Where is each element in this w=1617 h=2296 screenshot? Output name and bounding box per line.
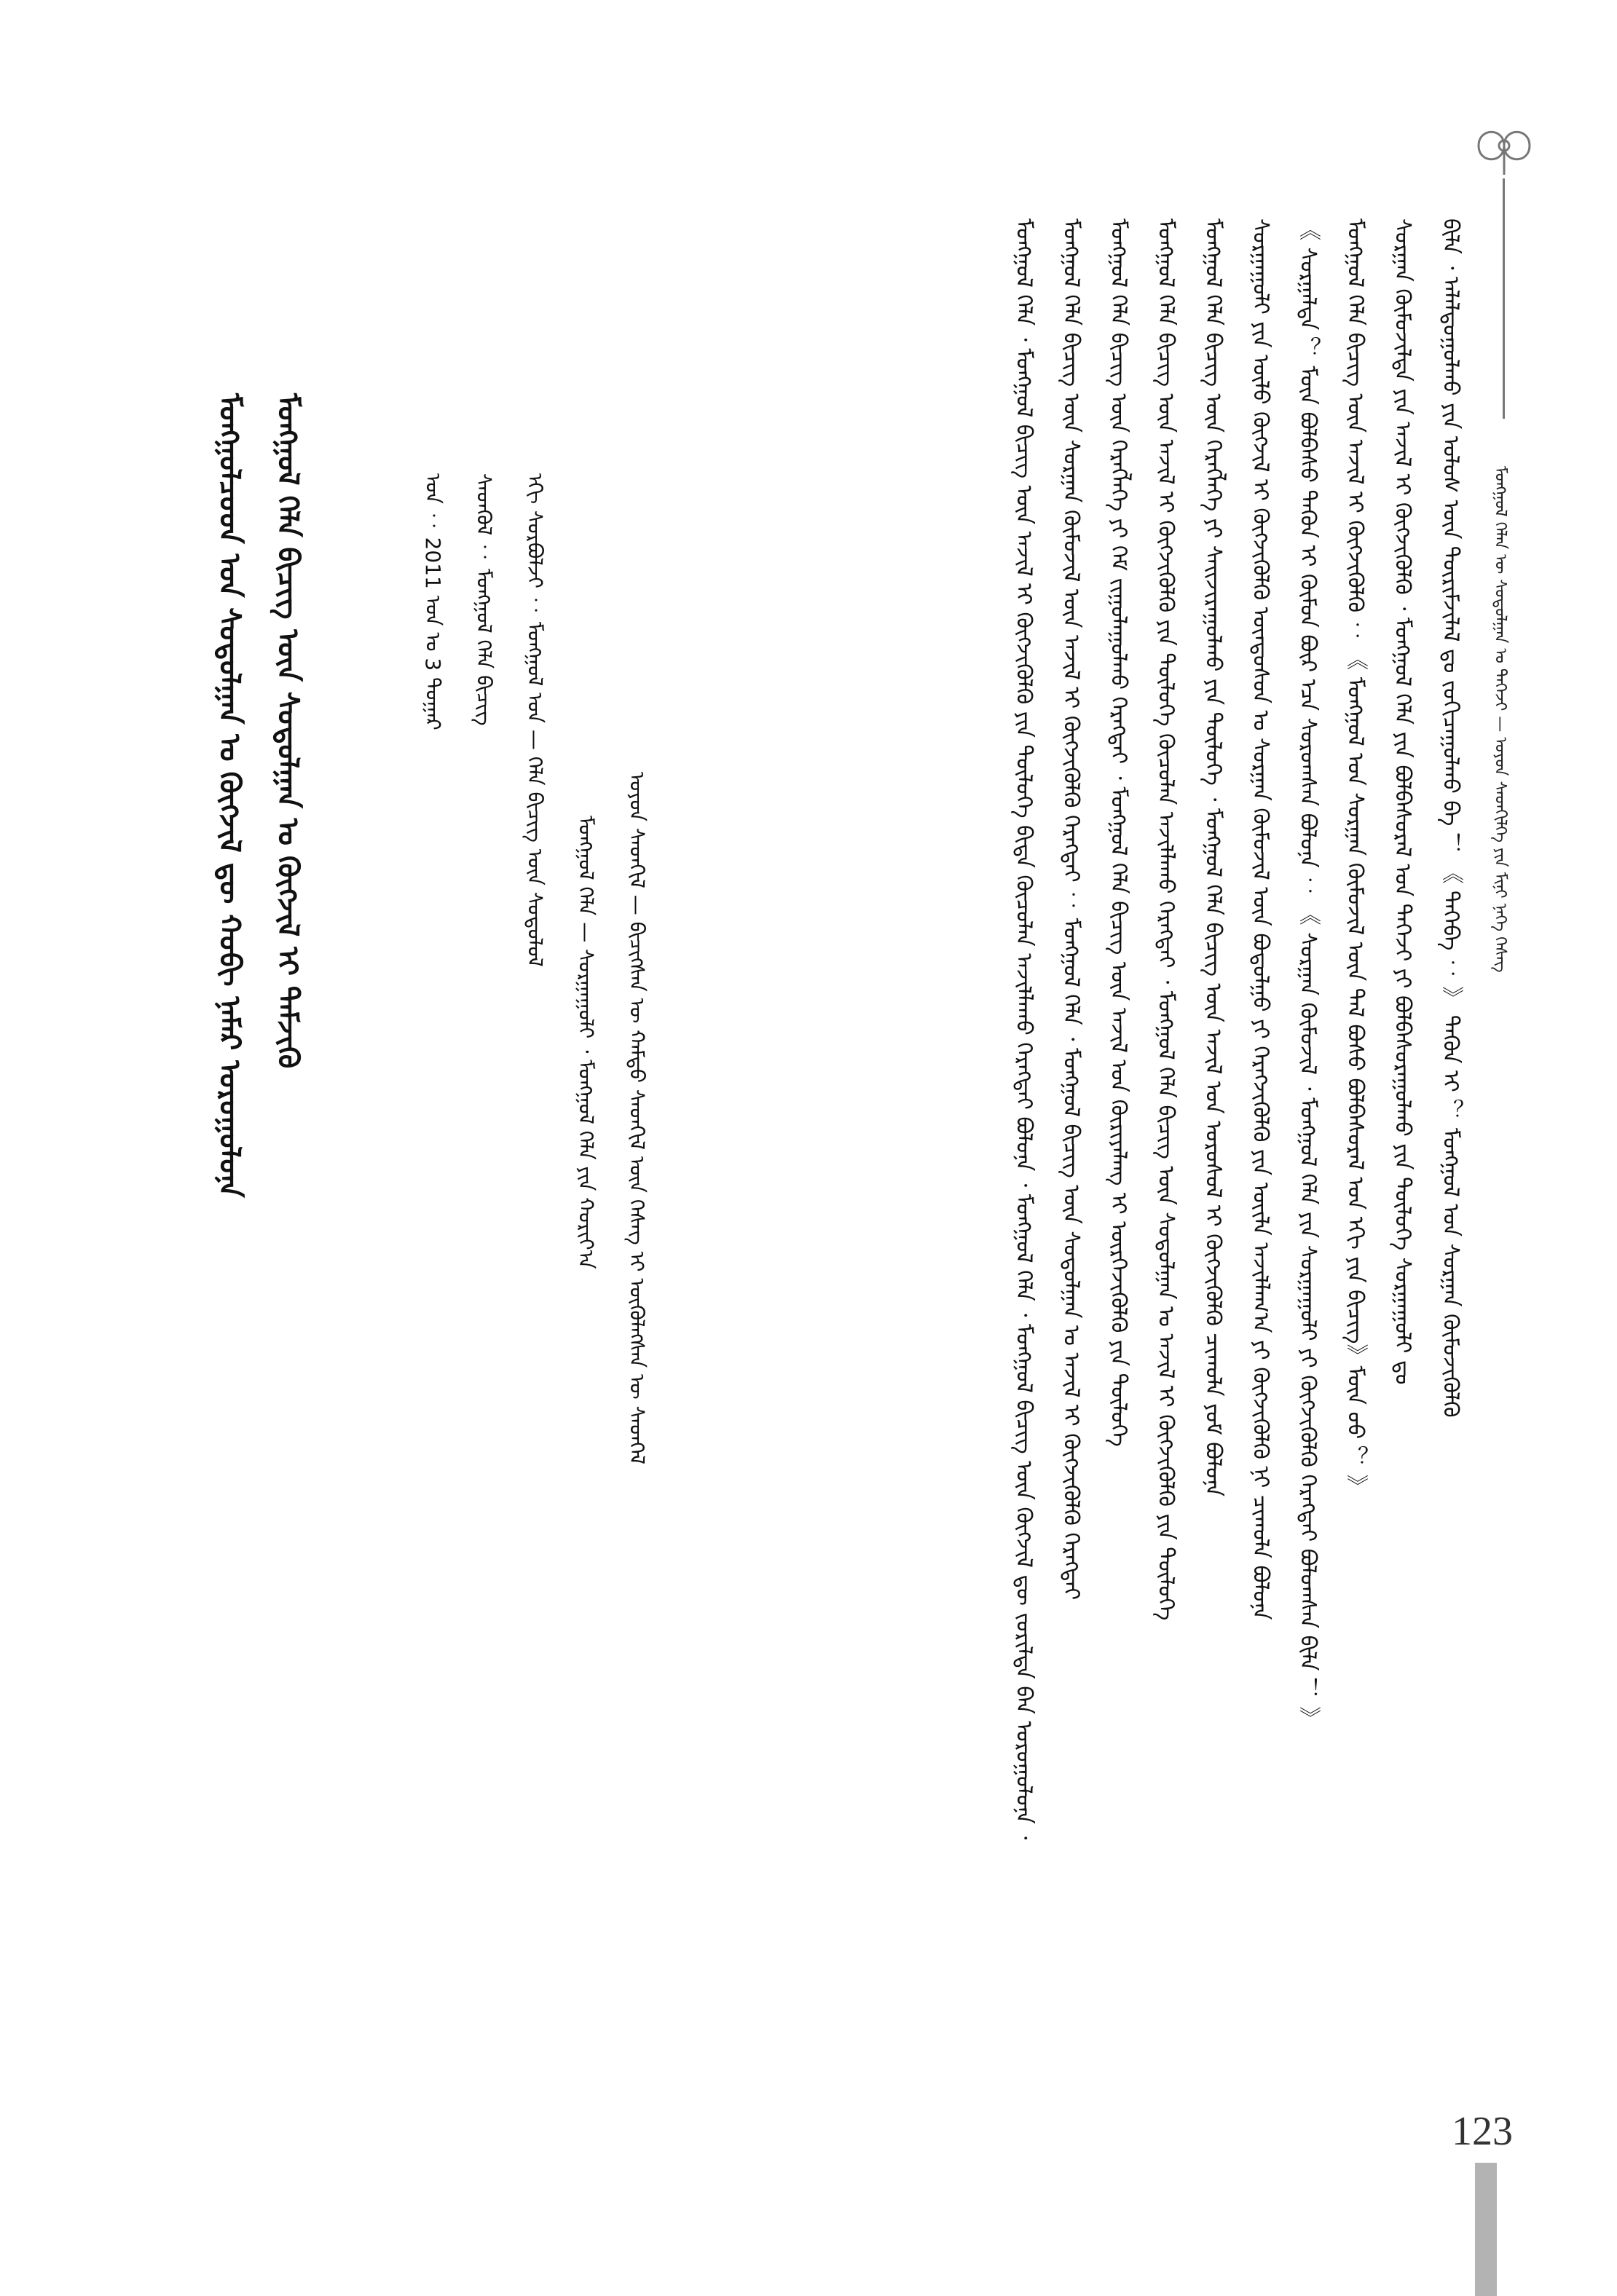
signature-author: ᠣᠶᠤᠨ ᠰᠡᠳᠬᠢᠯ — ᠪᠢᠴᠢᠭᠰᠡᠨ ᠦ ᠬᠠᠮᠲᠤ ᠰᠡᠳᠬᠢᠯ ᠦᠨ ᠬᠡᠰᠡᠭ ᠢ ᠥᠭᠦᠯᠡᠭᠰᠡᠨ ᠦ ᠰᠡᠳᠬᠡᠯ: [625, 772, 649, 1464]
page-edge-tab: [1475, 2163, 1497, 2296]
body-line-3: ᠮᠣᠩᠭᠣᠯ ᠬᠡᠯᠡ ᠪᠢᠴᠢᠭ ᠦᠨ ᠠᠵᠢᠯ ᠢ ᠬᠦᠭᠵᠢᠭᠦᠯᠬᠦ ︰ 《 ᠮᠣᠩᠭᠣᠯ ᠤᠨ ᠰᠤᠷᠭᠠᠨ ᠬᠦᠮᠦᠵᠢᠯ ᠦᠨ ᠲᠠᠯ ᠪᠤᠰᠤ ᠪᠣᠯᠪᠠᠰᠤᠷᠠᠯ ᠤᠨ ᠡᠬᠢ ᠶᠢᠨ ᠪᠢᠴᠢᠭ》ᠮᠥᠨ ᠦᠦ ？ 》: [1342, 218, 1368, 1497]
signature-source: ᠡᠬᠢ ᠰᠤᠷᠪᠤᠯᠵᠢ ︰ ᠮᠣᠩᠭᠣᠯ ᠤᠨ — ᠬᠡᠯᠡ ᠪᠢᠴᠢᠭ ᠦᠨ ᠰᠤᠳᠤᠯᠤᠯ: [523, 473, 547, 967]
header-ornament-icon: [1464, 117, 1544, 175]
body-line-1: ᠪᠢᠯᠡ ᠂ ᠠᠯᠠᠯᠳᠤᠭᠤᠯᠬᠤ ᠶᠢᠨ ᠤᠯᠤᠰ ᠦᠨ ᠳᠦᠷᠢᠮᠵᠢᠯᠡᠯ ᠳᠤ ᠵᠣᠬᠢᠴᠠᠭᠤᠯᠬᠤ ᠪᠡ ！ 《 ᠲᠡᠭᠡᠪᠡ ︰ 》 ᠲᠡᠭᠦᠨ ᠢ ？ ᠮᠣᠩᠭᠣᠯ ᠤᠨ ᠰᠤᠷᠭᠠᠨ ᠬᠦᠮᠦᠵᠢᠭᠦᠯᠬᠦ: [1438, 218, 1463, 1418]
body-line-5: ᠰᠤᠷᠭᠠᠭᠤᠯᠢ ᠶᠢᠨ ᠦᠯᠦ ᠬᠦᠭᠵᠢᠯ ᠢ ᠬᠦᠭᠵᠢᠭᠦᠯᠬᠦ ᠦᠨᠳᠦᠰᠦᠨ ᠤ ᠰᠤᠷᠭᠠᠨ ᠬᠦᠮᠦᠵᠢᠯ ᠦᠨ ᠪᠣᠳᠣᠯᠭᠤ ᠶᠢ ᠬᠡᠷᠡᠭᠵᠢᠭᠦᠯᠬᠦ ᠶᠢᠨ ᠦᠢᠯᠡ ᠠᠵᠢᠯᠯᠠᠭ᠎ᠠ ᠶᠢ ᠬᠦᠭᠵᠢᠭᠦᠯᠬᠦ ᠨᠢ ᠴᠢᠬᠤᠯᠠ ᠪᠣᠯᠤᠨᠠ: [1248, 218, 1273, 1620]
next-article-title-line-1: ᠮᠣᠩᠭᠣᠯ ᠬᠡᠯᠡ ᠪᠢᠴᠢᠭ ᠦᠨ ᠰᠤᠳᠤᠯᠭᠠᠨ ᠤ ᠬᠥᠭᠵᠢᠯ ᠢ ᠳᠡᠮᠵᠢᠬᠦ: [271, 393, 304, 1069]
signature-journal: ᠰᠡᠳᠬᠦᠯ ︰ ᠮᠣᠩᠭᠣᠯ ᠬᠡᠯᠡ ᠪᠢᠴᠢᠭ: [472, 473, 496, 726]
body-line-4: 《 ᠰᠤᠷᠭᠠᠯᠲᠠ ？ ᠮᠥᠨ ᠪᠣᠯᠪᠠᠰᠤ ᠲᠡᠭᠦᠨ ᠢ ᠬᠦᠮᠦᠨ ᠪᠦᠷ ᠡᠴᠡ ᠰᠤᠷᠤᠭᠰᠠᠨ ᠪᠣᠯᠤᠨᠠ ︰ 《 ᠰᠤᠷᠭᠠᠨ ᠬᠦᠮᠦᠵᠢᠯ ᠂ ᠮᠣᠩᠭᠣᠯ ᠬᠡᠯᠡ ᠶᠢᠨ ᠰᠤᠷᠭᠠᠭᠤᠯᠢ ᠶᠢ ᠬᠥᠭᠵᠢᠭᠦᠯᠬᠦ ᠬᠡᠷᠡᠭᠲᠡᠢ ᠪᠣᠯᠤᠭᠰᠠᠨ ᠪᠢᠯᠡ ！ 》: [1295, 218, 1321, 1729]
signature-date: ᠣᠨ ︰ 2011 ᠣᠨ ᠤ 3 ᠳᠤᠭᠠᠷ: [421, 473, 445, 730]
running-header: ᠮᠣᠩᠭᠣᠯ ᠬᠡᠯᠡᠨ ᠦ ᠰᠤᠳᠤᠯᠭᠠᠨ ᠤ ᠳᠡᠭᠡᠵᠢ — ᠣᠶᠤᠨ ᠰᠡᠳᠬᠢᠯᠭᠡ ᠶᠢᠨ ᠮᠢᠨᠢ ᠨᠡᠭᠡ ᠬᠡᠰᠡᠭ: [1491, 466, 1509, 973]
body-line-6: ᠮᠣᠩᠭᠣᠯ ᠬᠡᠯᠡ ᠪᠢᠴᠢᠭ ᠦᠨ ᠬᠡᠷᠡᠭᠯᠡᠭᠡ ᠶᠢ ᠰᠠᠢᠵᠢᠷᠠᠭᠤᠯᠬᠤ ᠶᠢᠨ ᠲᠥᠯᠥᠭᠡ ᠂ ᠮᠣᠩᠭᠣᠯ ᠬᠡᠯᠡ ᠪᠢᠴᠢᠭ ᠦᠨ ᠠᠵᠢᠯ ᠤᠨ ᠤᠷᠤᠰᠤᠯ ᠢ ᠬᠦᠭᠵᠢᠭᠦᠯᠬᠦ ᠴᠢᠬᠤᠯᠠ ᠶᠤᠮ ᠪᠣᠯᠤᠨᠠ: [1200, 218, 1226, 1497]
page-number: 123: [1452, 2109, 1513, 2154]
body-line-2: ᠰᠤᠷᠭᠠᠨ ᠬᠦᠮᠦᠵᠢᠯᠳᠡ ᠶᠢᠨ ᠠᠵᠢᠯ ᠢ ᠬᠦᠭᠵᠢᠭᠦᠯᠬᠦ ᠂ ᠮᠣᠩᠭᠣᠯ ᠬᠡᠯᠡ ᠶᠢᠨ ᠪᠣᠯᠪᠠᠰᠤᠷᠠᠯ ᠤᠨ ᠳᠡᠭᠡᠵᠢ ᠶᠢ ᠪᠣᠯᠪᠠᠰᠤᠷᠠᠭᠤᠯᠬᠤ ᠶᠢᠨ ᠲᠥᠯᠥᠭᠡ ᠰᠤᠷᠭᠠᠭᠤᠯᠢ ᠳᠤ: [1390, 218, 1415, 1385]
header-rule: [1503, 178, 1505, 419]
body-line-9: ᠮᠣᠩᠭᠣᠯ ᠬᠡᠯᠡ ᠪᠢᠴᠢᠭ ᠦᠨ ᠰᠤᠷᠭᠠᠨ ᠬᠦᠮᠦᠵᠢᠯ ᠦᠨ ᠠᠵᠢᠯ ᠢ ᠬᠦᠭᠵᠢᠭᠦᠯᠬᠦ ᠬᠡᠷᠡᠭᠲᠡᠢ ︰ ᠮᠣᠩᠭᠣᠯ ᠬᠡᠯᠡ ᠂ ᠮᠣᠩᠭᠣᠯ ᠪᠢᠴᠢᠭ ᠦᠨ ᠰᠤᠳᠤᠯᠭᠠᠨ ᠤ ᠠᠵᠢᠯ ᠢ ᠬᠥᠭᠵᠢᠭᠦᠯᠬᠦ ᠬᠡᠷᠡᠭᠲᠡᠢ: [1058, 218, 1084, 1601]
body-line-10: ᠮᠣᠩᠭᠣᠯ ᠬᠡᠯᠡ ᠂ ᠮᠣᠩᠭᠣᠯ ᠪᠢᠴᠢᠭ ᠦᠨ ᠠᠵᠢᠯ ᠢ ᠬᠦᠭᠵᠢᠭᠦᠯᠬᠦ ᠶᠢᠨ ᠲᠥᠯᠥᠭᠡ ᠪᠢᠳᠡ ᠬᠦᠴᠦᠯᠡᠨ ᠠᠵᠢᠯᠯᠠᠬᠤ ᠬᠡᠷᠡᠭᠲᠡᠢ ᠪᠣᠯᠤᠨᠠ ᠂ ᠮᠣᠩᠭᠣᠯ ᠬᠡᠯᠡ ᠂ ᠮᠣᠩᠭᠣᠯ ᠪᠢᠴᠢᠭ ᠦᠨ ᠬᠥᠭᠵᠢᠯ ᠳᠦ ᠵᠣᠷᠢᠯᠲᠠ ᠪᠠᠨ ᠣᠷᠣᠭᠤᠯᠤᠨᠠ ᠂: [1011, 218, 1036, 1840]
body-line-7: ᠮᠣᠩᠭᠣᠯ ᠬᠡᠯᠡ ᠪᠢᠴᠢᠭ ᠦᠨ ᠠᠵᠢᠯ ᠢ ᠬᠦᠭᠵᠢᠭᠦᠯᠬᠦ ᠶᠢᠨ ᠲᠥᠯᠥᠭᠡ ᠬᠦᠴᠦᠯᠡᠨ ᠠᠵᠢᠯᠯᠠᠬᠤ ᠬᠡᠷᠡᠭᠲᠡᠢ ᠂ ᠮᠣᠩᠭᠣᠯ ᠬᠡᠯᠡ ᠪᠢᠴᠢᠭ ᠦᠨ ᠰᠤᠳᠤᠯᠭᠠᠨ ᠤ ᠠᠵᠢᠯ ᠢ ᠬᠥᠭᠵᠢᠭᠦᠯᠬᠦ ᠶᠢᠨ ᠲᠥᠯᠥᠭᠡ: [1153, 218, 1179, 1621]
next-article-title-line-2: ᠮᠣᠩᠭᠣᠯᠴᠤᠳ ᠤᠨ ᠰᠤᠳᠤᠯᠭᠠᠨ ᠤ ᠬᠥᠭᠵᠢᠯ ᠳᠦ ᠬᠤᠪᠢ ᠨᠡᠮᠡᠷ ᠣᠷᠤᠭᠤᠯᠤᠨᠠ: [213, 393, 246, 1198]
signature-org: ᠮᠣᠩᠭᠣᠯ ᠬᠡᠯᠡ — ᠰᠤᠷᠭᠠᠭᠤᠯᠢ ᠂ ᠮᠣᠩᠭᠣᠯ ᠬᠡᠯᠡ ᠶᠢᠨ ᠬᠣᠷᠢᠶ᠎ᠠ: [574, 816, 598, 1269]
body-line-8: ᠮᠣᠩᠭᠣᠯ ᠬᠡᠯᠡ ᠪᠢᠴᠢᠭ ᠦᠨ ᠬᠡᠷᠡᠭᠯᠡᠭᠡ ᠶᠢ ᠬᠡᠮ ᠵᠢᠭᠤᠯᠠᠭᠤᠯᠬᠤ ᠬᠡᠷᠡᠭᠲᠡᠢ ᠂ ᠮᠣᠩᠭᠣᠯ ᠬᠡᠯᠡ ᠪᠢᠴᠢᠭ ᠦᠨ ᠠᠵᠢᠯ ᠤᠨ ᠬᠦᠷᠢᠶᠡᠯᠡᠩ ᠢ ᠥᠷᠭᠡᠵᠢᠭᠦᠯᠬᠦ ᠶᠢᠨ ᠲᠥᠯᠥᠭᠡ: [1106, 218, 1131, 1447]
